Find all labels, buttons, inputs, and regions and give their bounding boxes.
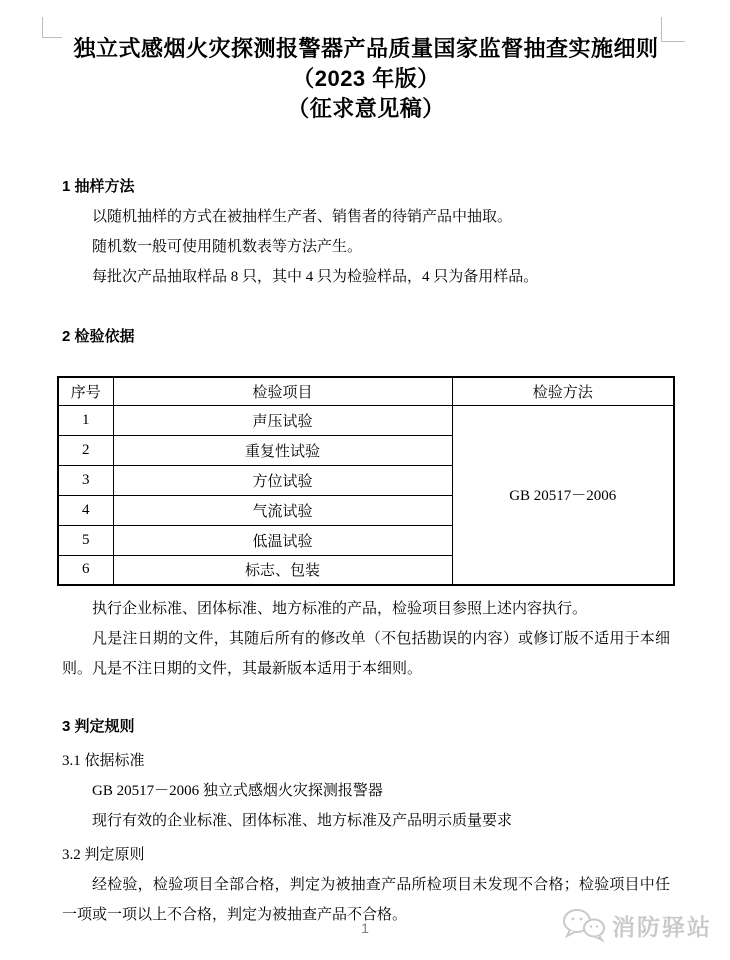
section-heading-inspection-basis: 2 检验依据 (62, 328, 135, 345)
chat-bubbles-icon (562, 907, 606, 948)
judgment-principle-paragraph: 经检验，检验项目全部合格，判定为被抽查产品所检项目未发现不合格；检验项目中任一项或一项以上不合格，判定为被抽查产品不合格。 (62, 877, 670, 923)
sampling-paragraph-3: 每批次产品抽取样品 8 只，其中 4 只为检验样品，4 只为备用样品。 (92, 269, 539, 285)
row-item: 重复性试验 (113, 435, 452, 465)
row-no: 3 (58, 465, 113, 495)
document-title-line-1: 独立式感烟火灾探测报警器产品质量国家监督抽查实施细则 (73, 36, 659, 61)
watermark-label: 消防驿站 (612, 914, 712, 940)
subheading-judgment-basis: 3.1 依据标准 (62, 753, 145, 769)
inspection-basis-paragraph-2: 凡是注日期的文件，其随后所有的修改单（不包括勘误的内容）或修订版不适用于本细则。凡是不注日期的文件，其最新版本适用于本细则。 (62, 631, 670, 677)
method-cell: GB 20517－2006 (452, 405, 674, 585)
row-no: 1 (58, 405, 113, 435)
row-no: 4 (58, 495, 113, 525)
table-header-no: 序号 (58, 377, 113, 405)
page-number: 1 (361, 920, 369, 936)
row-no: 5 (58, 525, 113, 555)
table-header-row (58, 377, 674, 405)
sampling-paragraph-1: 以随机抽样的方式在被抽样生产者、销售者的待销产品中抽取。 (92, 209, 513, 225)
table-header-method: 检验方法 (452, 377, 674, 405)
judgment-basis-line-2: 现行有效的企业标准、团体标准、地方标准及产品明示质量要求 (92, 813, 513, 829)
section-heading-judgment: 3 判定规则 (62, 718, 135, 735)
inspection-basis-paragraph-1: 执行企业标准、团体标准、地方标准的产品，检验项目参照上述内容执行。 (92, 601, 588, 617)
table-row (58, 405, 674, 435)
section-heading-sampling: 1 抽样方法 (62, 178, 135, 195)
table-header-item: 检验项目 (113, 377, 452, 405)
row-item: 声压试验 (113, 405, 452, 435)
row-no: 2 (58, 435, 113, 465)
document-title-line-2: （2023 年版） (292, 66, 440, 91)
subheading-judgment-principle: 3.2 判定原则 (62, 847, 145, 863)
row-item: 气流试验 (113, 495, 452, 525)
row-item: 低温试验 (113, 525, 452, 555)
row-item: 方位试验 (113, 465, 452, 495)
document-title-line-3: （征求意见稿） (287, 96, 445, 121)
watermark (562, 907, 712, 948)
row-item: 标志、包装 (113, 555, 452, 585)
judgment-basis-line-1: GB 20517－2006 独立式感烟火灾探测报警器 (92, 783, 383, 799)
sampling-paragraph-2: 随机数一般可使用随机数表等方法产生。 (92, 239, 363, 255)
row-no: 6 (58, 555, 113, 585)
inspection-items-table (57, 376, 675, 586)
